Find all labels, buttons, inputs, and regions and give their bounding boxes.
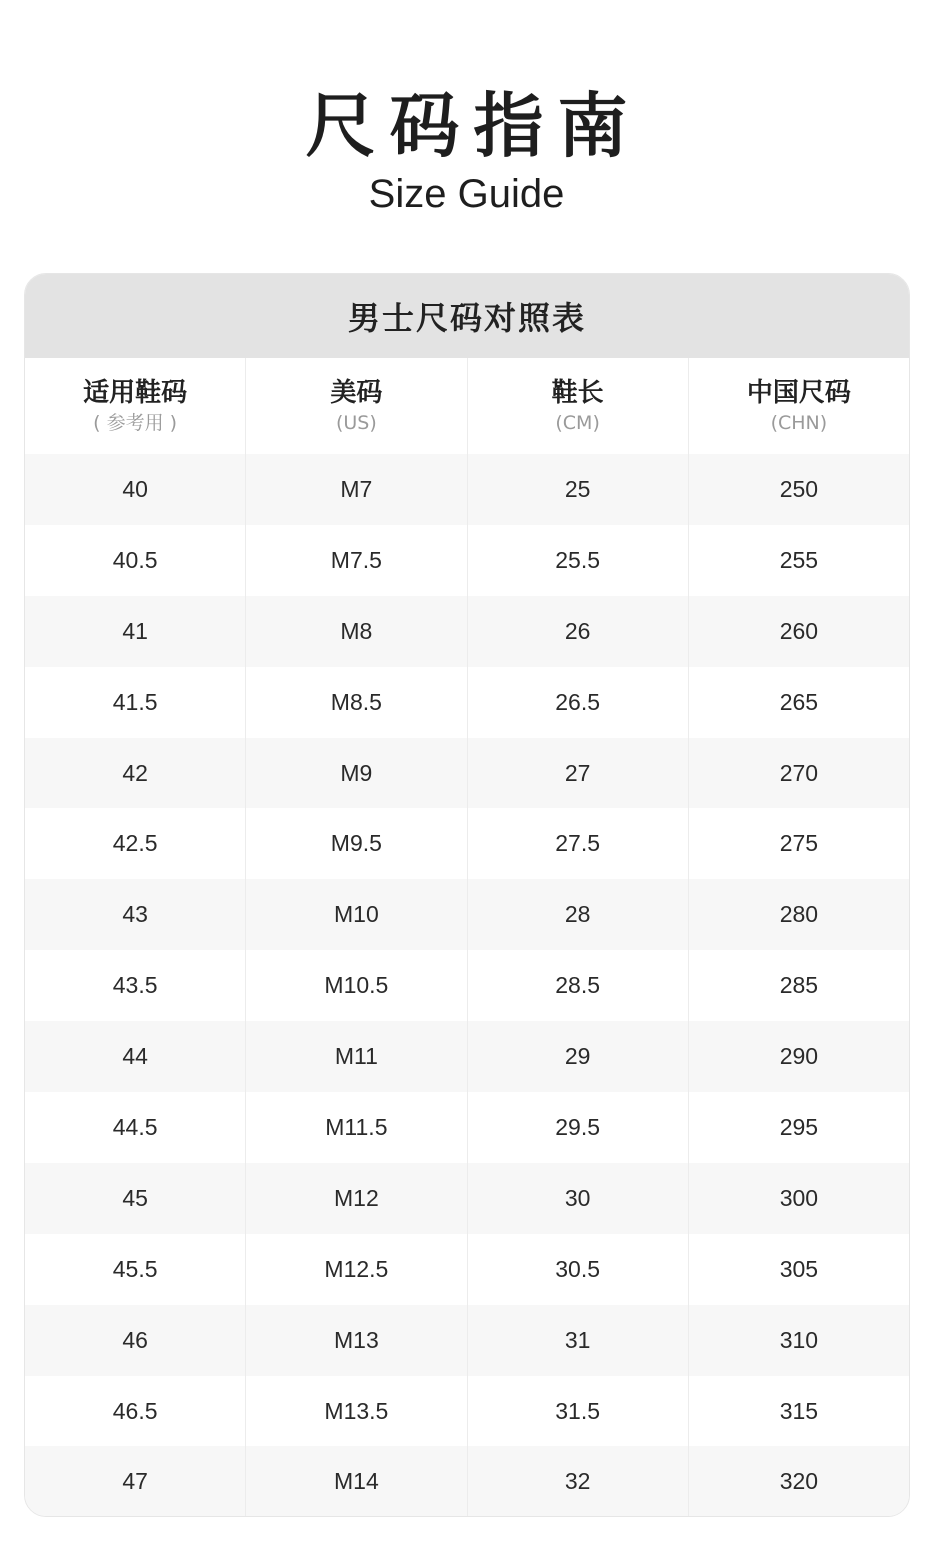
column-header-chn-size	[688, 358, 909, 454]
cell-us-size: M11.5	[245, 1092, 466, 1163]
cell-eu-size: 47	[122, 1468, 148, 1495]
table-row	[25, 1305, 909, 1376]
cell-chn-size: 320	[688, 1446, 909, 1517]
column-header-us-size	[245, 358, 466, 454]
cell-us-size: M8	[245, 596, 466, 667]
table-row	[25, 808, 909, 879]
cell-us-size: M9.5	[245, 808, 466, 879]
column-header-note: ( 参考用 )	[93, 412, 178, 434]
cell-us-size: M11	[245, 1021, 466, 1092]
cell-eu-size: 42	[122, 759, 148, 786]
cell-eu-size: 43	[122, 901, 148, 928]
page-title: 尺码指南	[305, 85, 642, 167]
cell-eu-size: 44	[122, 1043, 148, 1070]
column-header-label: 适用鞋码	[83, 378, 188, 408]
cell-length: 27.5	[467, 808, 688, 879]
cell-eu-size: 40.5	[112, 546, 158, 573]
cell-length: 27	[467, 738, 688, 809]
table-row	[25, 667, 909, 738]
column-header-label: 中国尺码	[746, 378, 851, 408]
cell-eu-size: 43.5	[112, 972, 158, 999]
cell-length: 29	[467, 1021, 688, 1092]
cell-chn-size: 260	[688, 596, 909, 667]
column-header-note: (US)	[335, 412, 377, 434]
cell-us-size: M13	[245, 1305, 466, 1376]
cell-chn-size: 265	[688, 667, 909, 738]
cell-length: 25	[467, 454, 688, 525]
size-table	[24, 273, 910, 1517]
cell-chn-size: 275	[688, 808, 909, 879]
cell-chn-size: 255	[688, 525, 909, 596]
cell-length: 28.5	[467, 950, 688, 1021]
table-row	[25, 1234, 909, 1305]
table-row	[25, 1446, 909, 1517]
cell-eu-size: 46	[122, 1326, 148, 1353]
table-row	[25, 1376, 909, 1447]
table-row	[25, 1092, 909, 1163]
cell-us-size: M12.5	[245, 1234, 466, 1305]
table-row	[25, 596, 909, 667]
cell-length: 29.5	[467, 1092, 688, 1163]
cell-eu-size: 46.5	[112, 1397, 158, 1424]
cell-us-size: M14	[245, 1446, 466, 1517]
table-row	[25, 950, 909, 1021]
cell-chn-size: 290	[688, 1021, 909, 1092]
cell-chn-size: 250	[688, 454, 909, 525]
cell-us-size: M10.5	[245, 950, 466, 1021]
column-header-note: (CHN)	[770, 412, 828, 434]
cell-chn-size: 285	[688, 950, 909, 1021]
cell-eu-size: 41	[122, 617, 148, 644]
table-row	[25, 879, 909, 950]
table-row	[25, 1163, 909, 1234]
column-header-length	[467, 358, 688, 454]
cell-us-size: M13.5	[245, 1376, 466, 1447]
column-header-label: 美码	[330, 378, 383, 408]
table-row	[25, 1021, 909, 1092]
cell-eu-size: 40	[122, 475, 148, 502]
table-title: 男士尺码对照表	[25, 274, 909, 358]
cell-us-size: M12	[245, 1163, 466, 1234]
cell-length: 30	[467, 1163, 688, 1234]
cell-length: 26	[467, 596, 688, 667]
cell-length: 28	[467, 879, 688, 950]
cell-chn-size: 305	[688, 1234, 909, 1305]
cell-length: 31.5	[467, 1376, 688, 1447]
table-row	[25, 454, 909, 525]
cell-us-size: M10	[245, 879, 466, 950]
cell-length: 30.5	[467, 1234, 688, 1305]
column-header-label: 鞋长	[551, 378, 604, 408]
cell-length: 26.5	[467, 667, 688, 738]
title-block	[0, 78, 933, 218]
column-header-eu-size	[25, 358, 245, 454]
column-header-note: (CM)	[555, 412, 600, 434]
table-row	[25, 525, 909, 596]
cell-us-size: M8.5	[245, 667, 466, 738]
cell-chn-size: 300	[688, 1163, 909, 1234]
cell-eu-size: 44.5	[112, 1113, 158, 1140]
cell-us-size: M9	[245, 738, 466, 809]
page-subtitle: Size Guide	[368, 172, 565, 216]
table-body	[25, 454, 909, 1517]
cell-length: 32	[467, 1446, 688, 1517]
table-row	[25, 738, 909, 809]
cell-eu-size: 42.5	[112, 830, 158, 857]
cell-eu-size: 45	[122, 1184, 148, 1211]
cell-eu-size: 41.5	[112, 688, 158, 715]
cell-length: 31	[467, 1305, 688, 1376]
cell-chn-size: 310	[688, 1305, 909, 1376]
column-header-row	[25, 358, 909, 454]
cell-us-size: M7.5	[245, 525, 466, 596]
cell-chn-size: 280	[688, 879, 909, 950]
cell-length: 25.5	[467, 525, 688, 596]
cell-chn-size: 270	[688, 738, 909, 809]
cell-chn-size: 295	[688, 1092, 909, 1163]
cell-us-size: M7	[245, 454, 466, 525]
cell-chn-size: 315	[688, 1376, 909, 1447]
cell-eu-size: 45.5	[112, 1255, 158, 1282]
